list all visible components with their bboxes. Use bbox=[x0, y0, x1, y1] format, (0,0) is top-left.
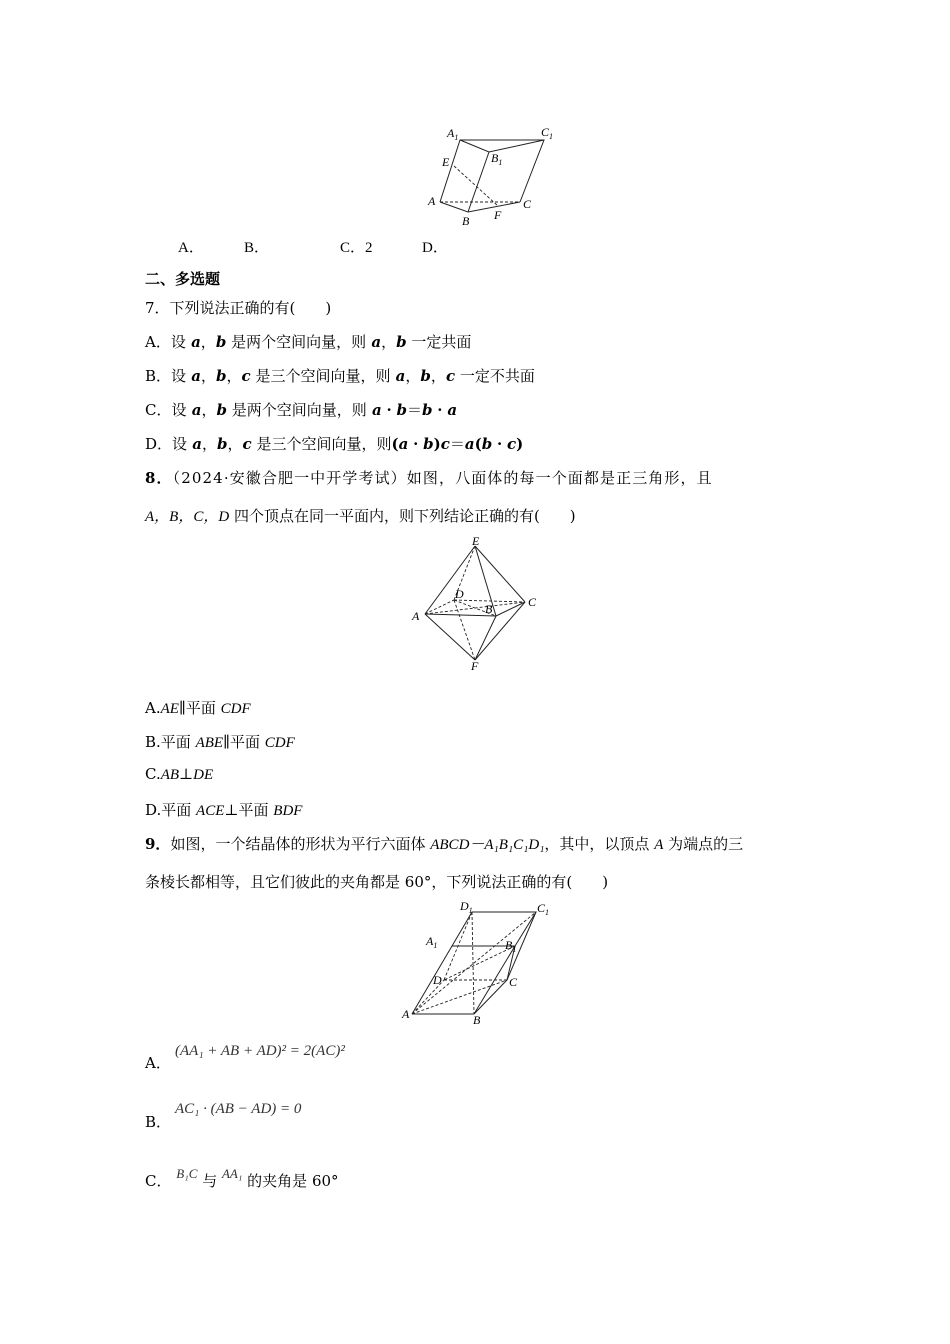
q6-segment-ef bbox=[454, 166, 498, 206]
q9-diag-ac bbox=[412, 980, 507, 1014]
q6-label-e: E bbox=[442, 155, 450, 169]
q8-stem-line1: 8．（2024·安徽合肥一中开学考试）如图，八面体的每一个面都是正三角形，且 bbox=[145, 469, 713, 487]
q8-option-b: B.平面 ABE∥平面 CDF bbox=[145, 733, 295, 751]
section-title: 二、多选题 bbox=[145, 270, 221, 288]
q6-edge-bb1 bbox=[468, 152, 489, 212]
q9-edge-bc bbox=[474, 980, 507, 1014]
q6-label-b: B bbox=[462, 214, 470, 228]
q8-label-c: C bbox=[528, 595, 537, 609]
q6-base-front bbox=[440, 202, 520, 212]
q8-edge-ec bbox=[475, 546, 525, 602]
q8-option-d: D.平面 ACE⊥平面 BDF bbox=[145, 801, 303, 819]
q9-label-d1: $D_1$ bbox=[460, 899, 473, 915]
q9-label-b1: $B_1$ bbox=[505, 938, 517, 954]
q8-label-d: D bbox=[455, 587, 464, 601]
q8-edge-bf bbox=[475, 616, 496, 660]
q8-label-e: E bbox=[472, 536, 480, 548]
q8-stem-line2: A，B，C，D 四个顶点在同一平面内，则下列结论正确的有( ) bbox=[145, 507, 576, 525]
q9-option-a-formula: (AA₁ + AB + AD)² = 2(AC)² bbox=[175, 1043, 345, 1059]
q6-label-c1: $C_1$ bbox=[541, 125, 554, 141]
q7-option-d: D．设 a，b，c 是三个空间向量，则(a · b)c＝a(b · c) bbox=[145, 435, 524, 453]
q8-label-a: A bbox=[412, 609, 420, 623]
q8-edge-ea bbox=[425, 546, 475, 614]
q9-label-b: B bbox=[473, 1013, 481, 1027]
q8-edge-ad bbox=[425, 600, 454, 614]
q8-option-a: A.AE∥平面 CDF bbox=[145, 699, 251, 717]
q6-label-b1: $B_1$ bbox=[491, 151, 503, 167]
q9-figure bbox=[400, 898, 555, 1028]
q8-label-b: B bbox=[485, 602, 493, 616]
q6-option-d: D． bbox=[422, 240, 448, 256]
q7-option-a: A．设 a，b 是两个空间向量，则 a，b 一定共面 bbox=[145, 333, 472, 351]
q9-label-d: D bbox=[433, 973, 442, 987]
q9-option-b-label: B． bbox=[145, 1113, 172, 1131]
q6-option-a: A． bbox=[178, 240, 204, 256]
q7-option-c: C．设 a，b 是两个空间向量，则 a · b＝b · a bbox=[145, 401, 458, 419]
q6-label-a1: $A_1$ bbox=[447, 126, 459, 142]
q9-stem-line2: 条棱长都相等，且它们彼此的夹角都是 60°，下列说法正确的有( ) bbox=[145, 873, 609, 891]
q9-option-c: C． B₁C 与 AA₁ 的夹角是 60° bbox=[145, 1166, 339, 1190]
q6-back-face bbox=[440, 140, 544, 202]
q8-figure bbox=[408, 536, 548, 674]
q9-label-a1: $A_1$ bbox=[426, 934, 438, 950]
q9-label-a: A bbox=[402, 1007, 410, 1021]
q8-edge-af bbox=[425, 614, 475, 660]
q9-option-a-label: A． bbox=[145, 1054, 171, 1072]
q8-label-f: F bbox=[471, 659, 479, 673]
q9-label-c: C bbox=[509, 975, 518, 989]
q6-label-c: C bbox=[523, 197, 532, 211]
q6-label-f: F bbox=[494, 208, 502, 222]
q8-option-c: C.AB⊥DE bbox=[145, 765, 214, 783]
q6-option-b: B． bbox=[244, 240, 270, 256]
q9-label-c1: $C_1$ bbox=[537, 901, 550, 917]
q6-top-front bbox=[460, 140, 544, 152]
q6-figure bbox=[420, 122, 565, 232]
q6-option-c: C．2 bbox=[340, 240, 373, 256]
q7-option-b: B．设 a，b，c 是三个空间向量，则 a，b，c 一定不共面 bbox=[145, 367, 535, 385]
q6-label-a: A bbox=[428, 194, 436, 208]
q9-option-b-formula: AC₁ · (AB − AD) = 0 bbox=[175, 1101, 302, 1117]
q7-stem: 7．下列说法正确的有( ) bbox=[145, 299, 332, 317]
q9-stem-line1: 9．如图，一个结晶体的形状为平行六面体 ABCD－A₁B₁C₁D₁，其中，以顶点 A 为端点的三 bbox=[145, 835, 744, 853]
